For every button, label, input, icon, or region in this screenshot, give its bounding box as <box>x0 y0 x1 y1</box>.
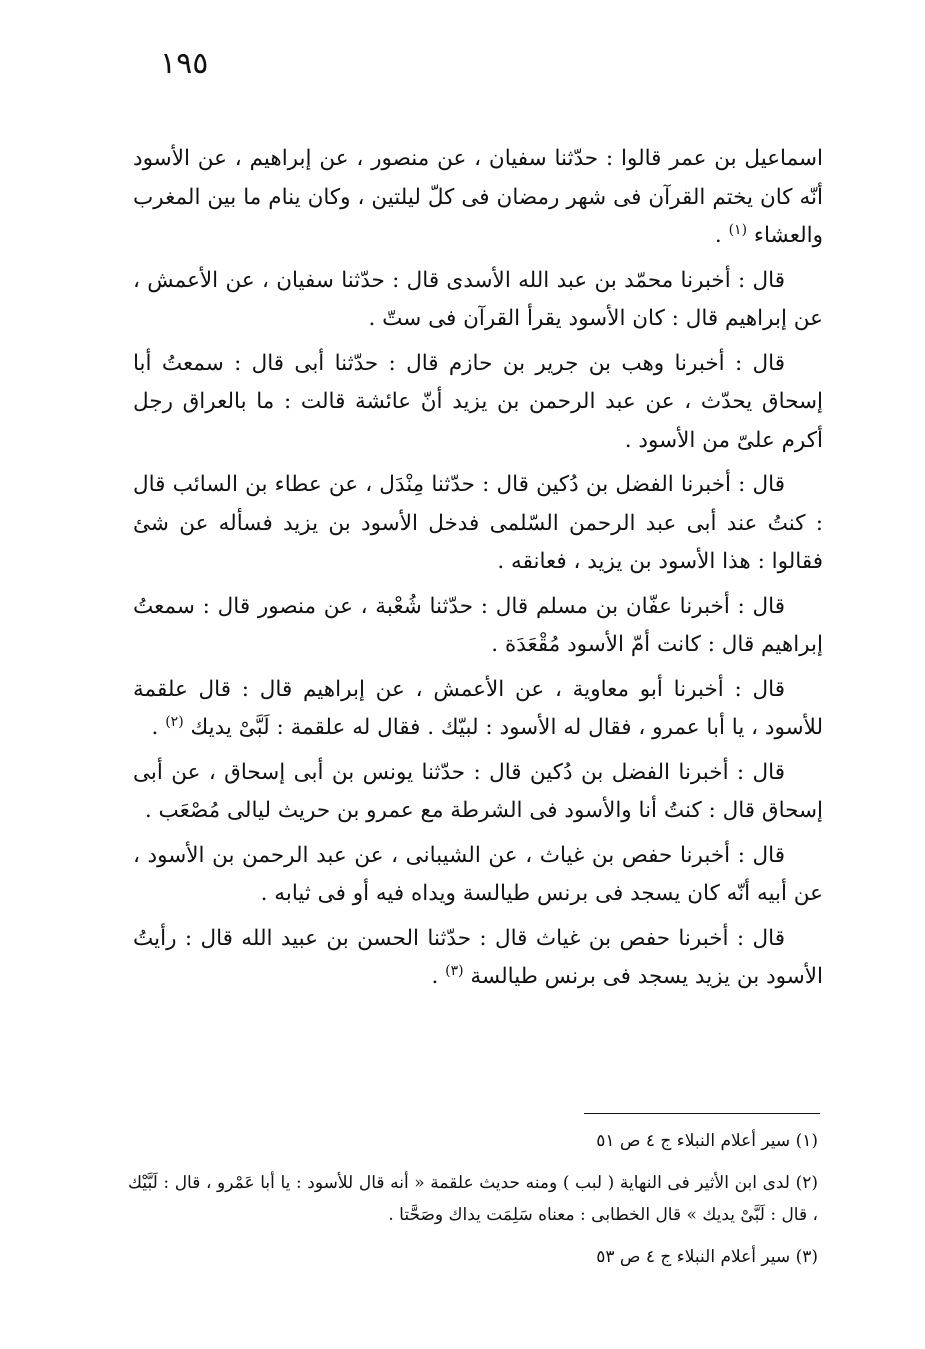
paragraph <box>133 140 823 256</box>
footnote-divider <box>584 1113 820 1114</box>
paragraph <box>133 754 823 831</box>
paragraph <box>133 466 823 582</box>
page-number: ١٩٥ <box>160 46 209 81</box>
footnote-reference: (٢) <box>165 713 184 730</box>
paragraph-end: . <box>431 964 446 989</box>
main-text <box>133 140 823 1003</box>
paragraph-end: . <box>151 715 166 740</box>
paragraph-text: اسماعيل بن عمر قالوا : حدّثنا سفيان ، عن منصور ، عن إبراهيم ، عن الأسود أنّه كان يختم القرآن فى شهر رمضان فى كلّ ليلتين ، وكان ينام ما بين المغرب والعشاء <box>133 146 823 248</box>
paragraph-text: قال : أخبرنا محمّد بن عبد الله الأسدى قال : حدّثنا سفيان ، عن الأعمش ، عن إبراهيم قال : كان الأسود يقرأ القرآن فى ستّ . <box>133 267 823 331</box>
paragraph <box>133 671 823 748</box>
paragraph-text: قال : أخبرنا حفص بن غياث قال : حدّثنا الحسن بن عبيد الله قال : رأيتُ الأسود بن يزيد يسجد فى برنس طيالسة <box>133 925 823 989</box>
footnote: (٢) لدى ابن الأثير فى النهاية ( لبب ) ومنه حديث علقمة « أنه قال للأسود : يا أبا عَمْرو ، قال : لَبَّيْك ، قال : لَبَّىْ يديك » قال الخطابى : معناه سَلِمَت يداك وصَحَّتا . <box>128 1173 818 1225</box>
paragraph <box>133 262 823 339</box>
footnote: (١) سير أعلام النبلاء ج ٤ ص ٥١ <box>596 1131 818 1151</box>
paragraph <box>133 588 823 665</box>
paragraph-end: . <box>714 223 729 248</box>
paragraph-text: قال : أخبرنا وهب بن جرير بن حازم قال : حدّثنا أبى قال : سمعتُ أبا إسحاق يحدّث ، عن عبد الرحمن بن يزيد أنّ عائشة قالت : ما بالعراق رجل أكرم علىّ من الأسود . <box>133 350 823 453</box>
footnotes <box>128 1125 828 1283</box>
paragraph <box>133 345 823 461</box>
footnote: (٣) سير أعلام النبلاء ج ٤ ص ٥٣ <box>596 1247 818 1267</box>
footnote-reference: (١) <box>728 221 748 238</box>
paragraph-text: قال : أخبرنا عفّان بن مسلم قال : حدّثنا شُعْبة ، عن منصور قال : سمعتُ إبراهيم قال : كانت أمّ الأسود مُقْعَدَة . <box>133 593 823 657</box>
paragraph-text: قال : أخبرنا أبو معاوية ، عن الأعمش ، عن إبراهيم قال : قال علقمة للأسود ، يا أبا عمرو ، فقال له الأسود : لبيّك . فقال له علقمة : لَبَّىْ يديك <box>133 676 823 740</box>
footnote-reference: (٣) <box>445 962 464 979</box>
paragraph-text: قال : أخبرنا حفص بن غياث ، عن الشيبانى ، عن عبد الرحمن بن الأسود ، عن أبيه أنّه كان يسجد فى برنس طيالسة ويداه فيه أو فى ثيابه . <box>133 842 823 906</box>
paragraph <box>133 837 823 914</box>
paragraph-text: قال : أخبرنا الفضل بن دُكين قال : حدّثنا مِنْدَل ، عن عطاء بن السائب قال : كنتُ عند أبى عبد الرحمن السّلمى فدخل الأسود بن يزيد فسأله عن شئ فقالوا : هذا الأسود بن يزيد ، فعانقه . <box>133 472 823 574</box>
paragraph-text: قال : أخبرنا الفضل بن دُكين قال : حدّثنا يونس بن أبى إسحاق ، عن أبى إسحاق قال : كنتُ أنا والأسود فى الشرطة مع عمرو بن حريث ليالى مُصْعَب . <box>133 759 823 823</box>
paragraph <box>133 920 823 997</box>
